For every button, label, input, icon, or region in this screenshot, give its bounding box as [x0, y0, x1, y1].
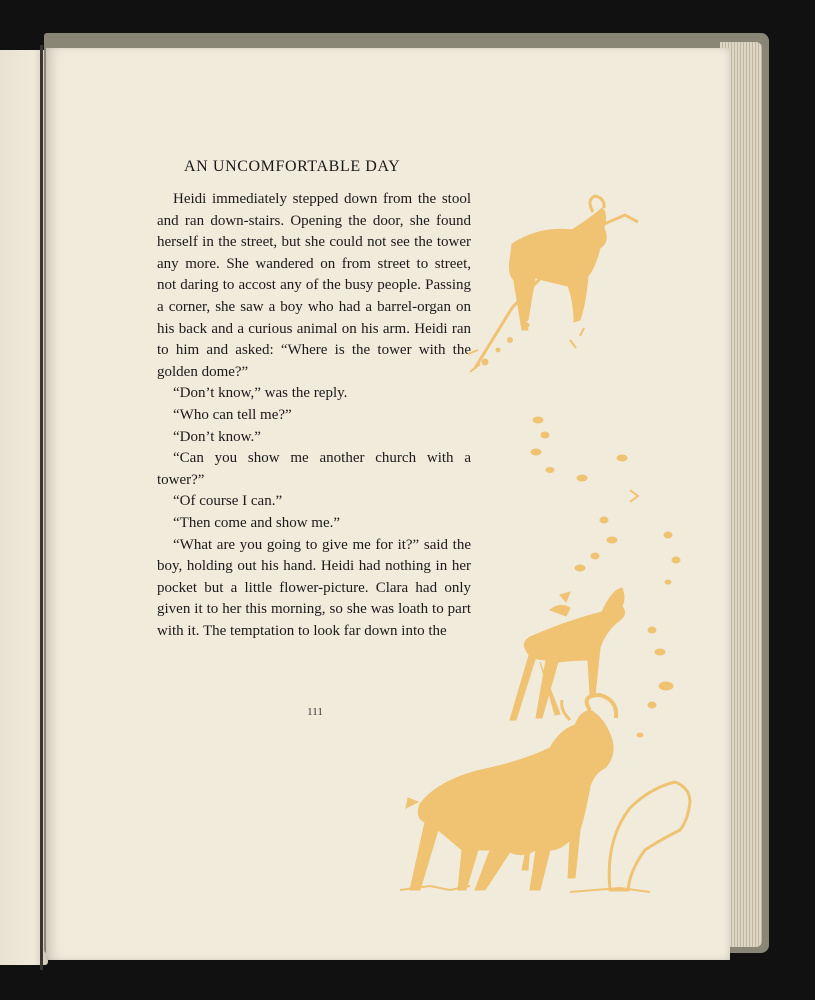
paragraph: “Can you show me another church with a tower?” [157, 450, 471, 488]
paragraph: “Then come and show me.” [173, 514, 341, 531]
page-number: 111 [307, 706, 323, 718]
paragraph: “Who can tell me?” [173, 406, 292, 423]
book-spine [40, 45, 43, 970]
paragraph: “Of course I can.” [173, 493, 283, 510]
chapter-title: AN UNCOMFORTABLE DAY [184, 158, 401, 175]
paragraph: Heidi immediately stepped down from the stool and ran down-stairs. Opening the door, she found herself in the street, but she could not see the tower any more. She wandered on from street to street, not daring to accost any of the busy people. Passing a corner, she saw a boy who had a barrel-organ on his back and a curious animal on his arm. Heidi ran to him and asked: “Where is the tower with the golden dome?” [157, 191, 471, 380]
paragraph: “What are you going to give me for it?” said the boy, holding out his hand. Heidi had nothing in her pocket but a little flower-picture. Clara had only given it to her this morning, so she was loath to part with it. The temptation to look far down into the [157, 536, 471, 639]
goats-on-mountain-path-icon [390, 190, 710, 910]
paragraph: “Don’t know.” [173, 428, 261, 445]
paragraph: “Don’t know,” was the reply. [173, 385, 348, 402]
